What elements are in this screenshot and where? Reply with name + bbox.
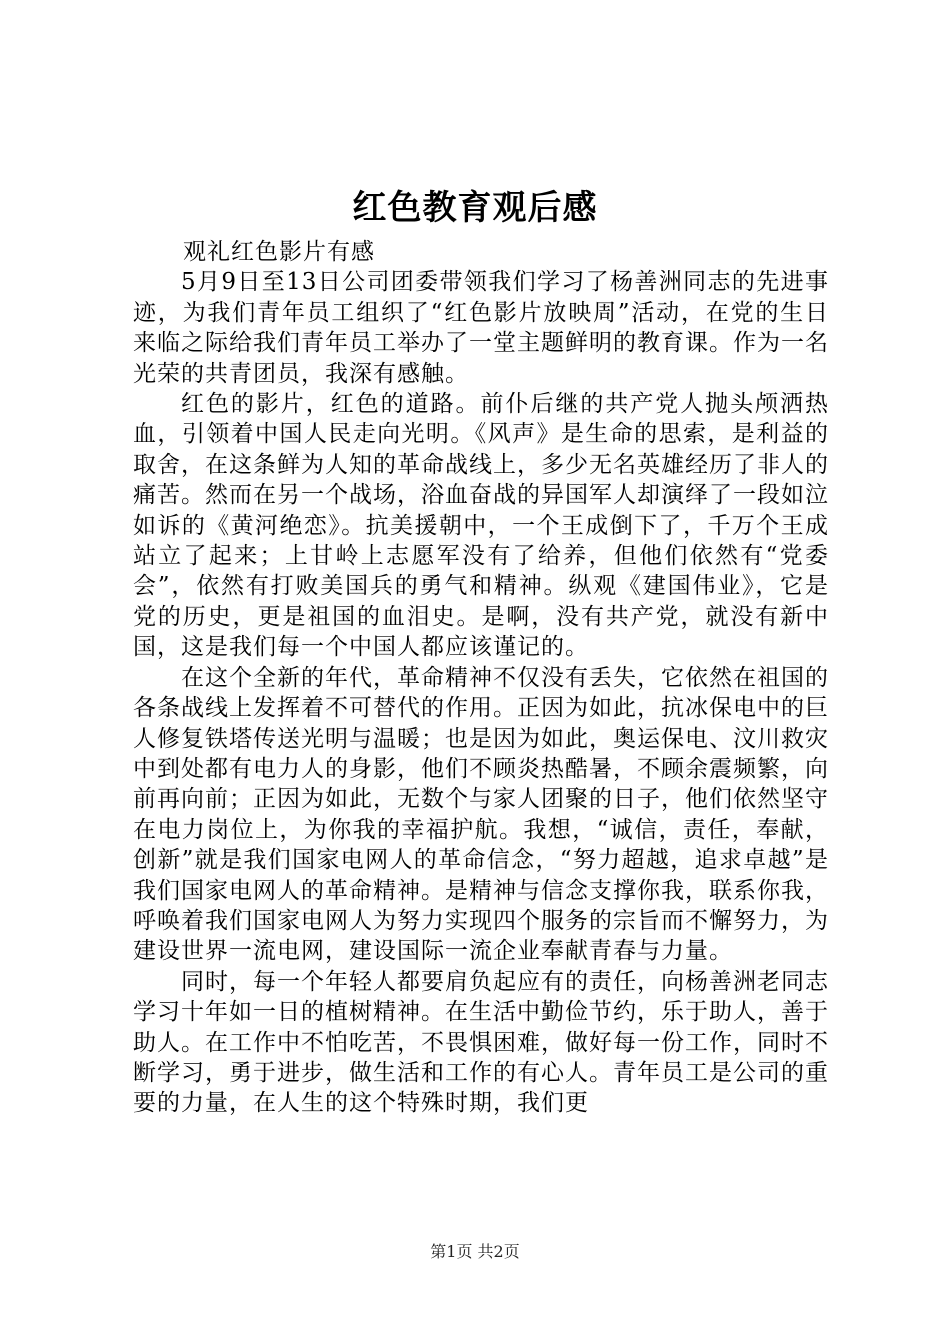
paragraph-1: 5月9日至13日公司团委带领我们学习了杨善洲同志的先进事迹，为我们青年员工组织了“红色影片放映周”活动，在党的生日来临之际给我们青年员工举办了一堂主题鲜明的教育课。作为一名光荣的共青团员，我深有感触。 [133,269,829,387]
paragraph-2: 红色的影片，红色的道路。前仆后继的共产党人抛头颅洒热血，引领着中国人民走向光明。《风声》是生命的思索，是利益的取舍，在这条鲜为人知的革命战线上，多少无名英雄经历了非人的痛苦。然而在另一个战场，浴血奋战的异国军人却演绎了一段如泣如诉的《黄河绝恋》。抗美援朝中，一个王成倒下了，千万个王成站立了起来；上甘岭上志愿军没有了给养，但他们依然有“党委会”，依然有打败美国兵的勇气和精神。纵观《建国伟业》，它是党的历史，更是祖国的血泪史。是啊，没有共产党，就没有新中国，这是我们每一个中国人都应该谨记的。 [133,391,829,661]
paragraph-3: 在这个全新的年代，革命精神不仅没有丢失，它依然在祖国的各条战线上发挥着不可替代的作用。正因为如此，抗冰保电中的巨人修复铁塔传送光明与温暖；也是因为如此，奥运保电、汶川救灾中到处都有电力人的身影，他们不顾炎热酷暑，不顾余震频繁，向前再向前；正因为如此，无数个与家人团聚的日子，他们依然坚守在电力岗位上，为你我的幸福护航。我想，“诚信，责任，奉献，创新”就是我们国家电网人的革命信念，“努力超越，追求卓越”是我们国家电网人的革命精神。是精神与信念支撑你我，联系你我，呼唤着我们国家电网人为努力实现四个服务的宗旨而不懈努力，为建设世界一流电网，建设国际一流企业奉献青春与力量。 [133,664,829,965]
page-title: 红色教育观后感 [352,188,598,228]
document-body [133,237,829,1119]
page-footer: 第1页 共2页 [430,1242,520,1261]
paragraph-4: 同时，每一个年轻人都要肩负起应有的责任，向杨善洲老同志学习十年如一日的植树精神。在生活中勤俭节约，乐于助人，善于助人。在工作中不怕吃苦，不畏惧困难，做好每一份工作，同时不断学习，勇于进步，做生活和工作的有心人。青年员工是公司的重要的力量，在人生的这个特殊时期，我们更 [133,968,829,1117]
document-subtitle: 观礼红色影片有感 [183,239,375,265]
